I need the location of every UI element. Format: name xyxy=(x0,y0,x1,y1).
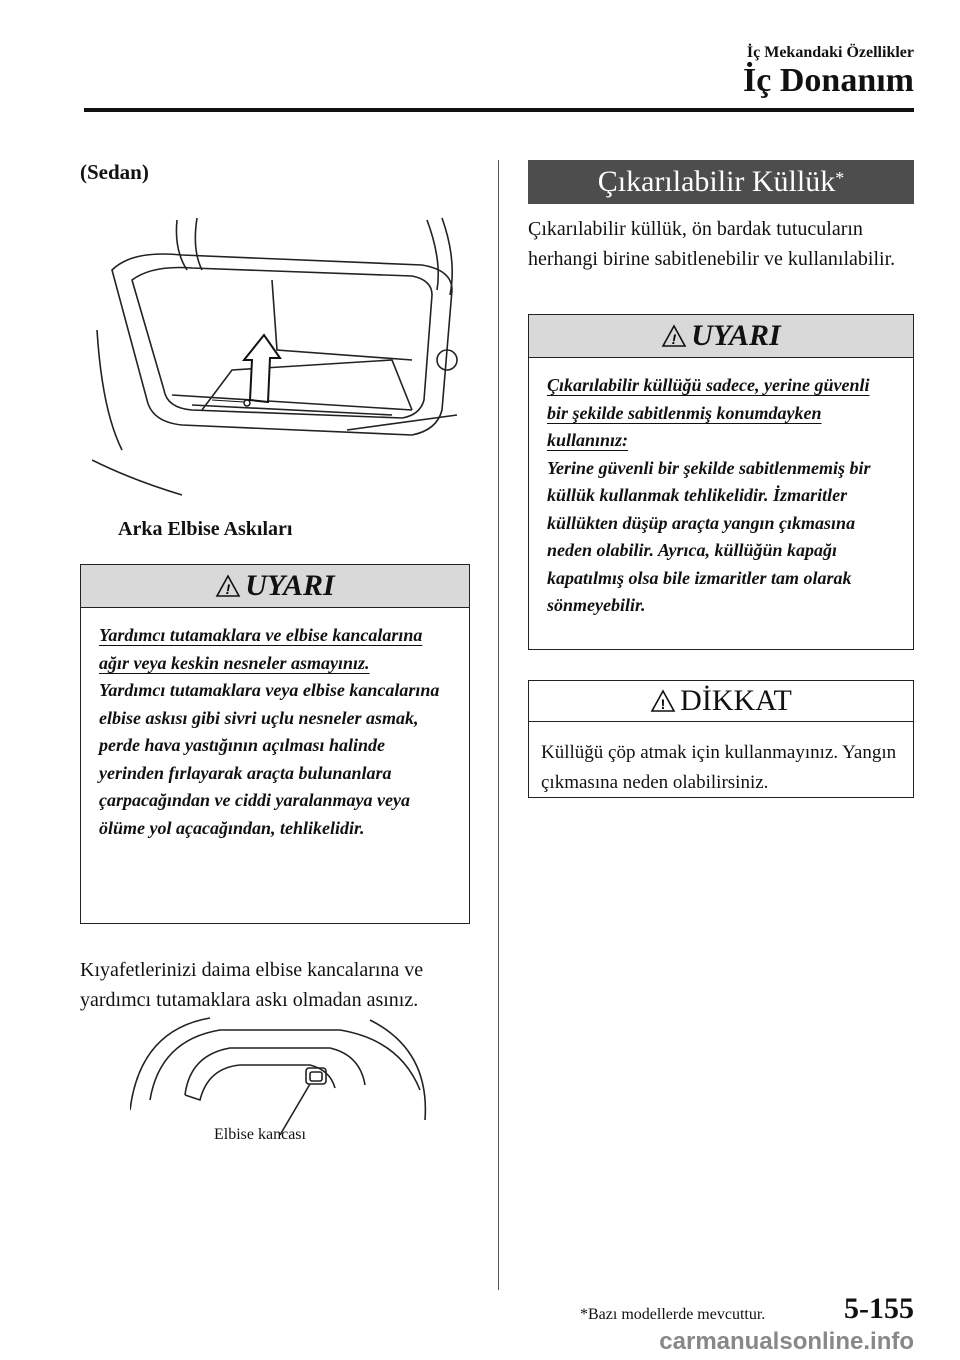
warning-text: Yerine güvenli bir şekilde sabitlenmemiş bir küllük kullanmak tehlikelidir. İzmaritler küllükten düşüp araçta yangın çıkmasına neden olabilir. Ayrıca, küllüğün kapağı kapatılmış olsa bile izmaritler tam olarak sönmeyebilir. xyxy=(547,457,871,615)
warning-heading: UYARI xyxy=(691,319,781,352)
warning-body xyxy=(81,608,469,856)
sedan-heading: (Sedan) xyxy=(80,160,149,184)
warning-header xyxy=(81,565,469,608)
svg-text:!: ! xyxy=(225,581,231,597)
warning-text: Yardımcı tutamaklara veya elbise kancalarına elbise askısı gibi sivri uçlu nesneler asmak, perde hava yastığının açılması halinde yerinden fırlayarak araçta bulunanlara çarpacağından ve ciddi yaralanmaya veya ölüme yol açacağından, tehlikelidir. xyxy=(99,680,440,838)
caution-text: Küllüğü çöp atmak için kullanmayınız. Yangın çıkmasına neden olabilirsiniz. xyxy=(541,742,897,793)
caution-triangle-icon xyxy=(650,689,676,713)
body-paragraph-ashtray: Çıkarılabilir küllük, ön bardak tutucuların herhangi birine sabitlenebilir ve kullanılabilir. xyxy=(528,218,896,270)
section-title-text: Çıkarılabilir Küllük xyxy=(597,165,836,198)
figure-label-rear-hooks: Arka Elbise Askıları xyxy=(118,518,293,540)
caution-header xyxy=(529,681,913,722)
optional-mark: * xyxy=(835,168,845,188)
header-rule xyxy=(84,108,914,112)
warning-body xyxy=(529,358,913,634)
warning-lead: Yardımcı tutamaklara ve elbise kancalarına ağır veya keskin nesneler asmayınız. xyxy=(99,625,423,673)
trunk-illustration xyxy=(92,210,462,500)
column-divider xyxy=(498,160,499,1290)
svg-text:!: ! xyxy=(671,331,677,347)
warning-header xyxy=(529,315,913,358)
watermark: carmanualsonline.info xyxy=(659,1328,914,1355)
figure-label-clothes-hook: Elbise kancası xyxy=(214,1126,306,1143)
caution-box-ashtray xyxy=(528,680,914,798)
grab-handle-illustration xyxy=(130,1010,430,1140)
warning-triangle-icon xyxy=(661,324,687,348)
warning-heading: UYARI xyxy=(245,569,335,602)
warning-lead: Çıkarılabilir küllüğü sadece, yerine güvenli bir şekilde sabitlenmiş konumdayken kullanınız: xyxy=(547,375,870,450)
chapter-subtitle: İç Mekandaki Özellikler xyxy=(746,44,914,61)
warning-box-ashtray xyxy=(528,314,914,650)
section-title-ashtray xyxy=(528,160,914,204)
warning-triangle-icon xyxy=(215,574,241,598)
page-number: 5-155 xyxy=(844,1292,914,1325)
body-paragraph-clothes: Kıyafetlerinizi daima elbise kancalarına ve yardımcı tutamaklara askı olmadan asınız. xyxy=(80,959,424,1011)
warning-box-hooks xyxy=(80,564,470,924)
svg-text:!: ! xyxy=(660,696,666,712)
page-title: İç Donanım xyxy=(743,62,914,99)
footnote: *Bazı modellerde mevcuttur. xyxy=(580,1306,766,1323)
caution-heading: DİKKAT xyxy=(680,684,792,717)
